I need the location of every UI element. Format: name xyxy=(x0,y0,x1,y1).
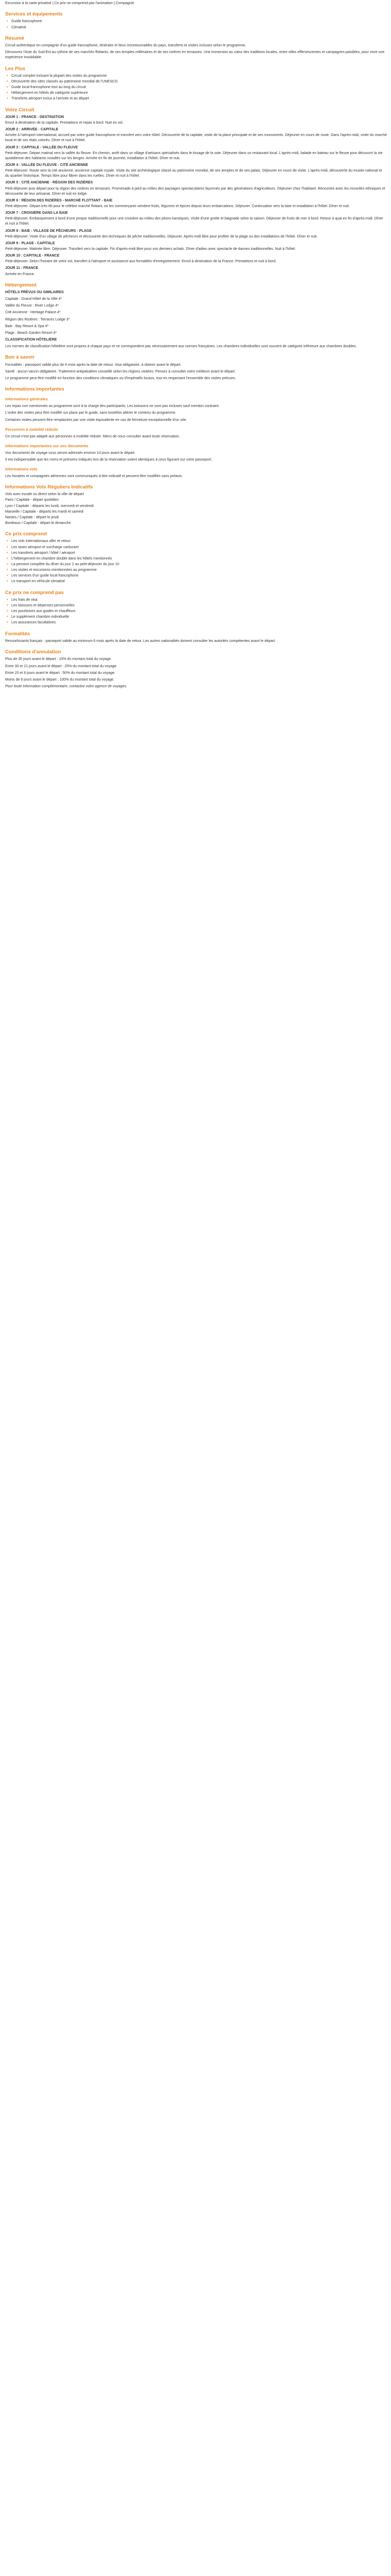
day-text: Petit-déjeuner puis départ pour la région des rizières en terrasses. Promenade à pied au milieu des paysages spectaculaires façonnés par des générations d'agriculteurs. Déjeuner chez l'habitant. Rencontre avec les minorités ethniques et découverte de leur artisanat. Dîner et nuit en lodge. xyxy=(5,187,385,196)
itinerary-title: Votre Circuit xyxy=(5,107,35,113)
hotel-list xyxy=(5,297,387,336)
conditions-paragraph: Plus de 30 jours avant le départ : 10% du montant total du voyage. xyxy=(5,657,112,662)
itinerary-day xyxy=(5,266,387,277)
list-item: • Climatisé xyxy=(5,25,387,30)
contact-line: Bordeaux / Capitale - départ le dimanche xyxy=(5,521,71,525)
day-text: Arrivée en France. xyxy=(5,272,35,276)
prixnecomprend-list xyxy=(5,598,387,626)
list-item: • Les assurances facultatives xyxy=(5,620,387,625)
contact-line: Lyon / Capitale - départs les lundi, mercredi et vendredi xyxy=(5,504,94,508)
itinerary-days xyxy=(5,115,387,277)
handicap-title: Personnes à mobilité réduite xyxy=(5,427,58,432)
day-text: Envol à destination de la capitale. Prestations et repas à bord. Nuit en vol. xyxy=(5,121,124,125)
bonasavoir-paragraph: Le programme peut être modifié en fonction des conditions climatiques ou d'impératifs locaux, tout en respectant l'ensemble des visites prévues. xyxy=(5,376,236,380)
contact-line: Vols avec escale ou direct selon la ville de départ xyxy=(5,493,84,497)
day-text: Petit-déjeuner. Visite d'un village de pêcheurs et découverte des techniques de pêche traditionnelles. Déjeuner. Après-midi libre pour profiter de la plage ou des installations de l'hôtel. Dîner et nuit. xyxy=(5,234,318,239)
day-text: Petit-déjeuner. Départ très tôt pour le célèbre marché flottant, où les commerçants vendent fruits, légumes et épices depuis leurs embarcations. Déjeuner. Continuation vers la baie et installation à l'hôtel. Dîner et nuit. xyxy=(5,205,350,209)
formalites-title: Formalités xyxy=(5,631,30,637)
formalites-text: Ressortissants français : passeport valide au minimum 6 mois après la date de retour. Les autres nationalités doivent consulter les autorités compétentes avant le départ. xyxy=(5,639,276,643)
hotel-item: Vallée du Fleuve : River Lodge 4* xyxy=(5,304,59,308)
hotel-item: Baie : Bay Resort & Spa 4* xyxy=(5,324,49,328)
day-text: Petit-déjeuner. Départ matinal vers la vallée du fleuve. En chemin, arrêt dans un village d'artisans spécialisés dans le tissage de la soie. Déjeuner dans un restaurant local. L'après-midi, balade en bateau sur le fleuve pour découvrir la vie quotidienne des habitants installés sur les berges. Arrivée en fin de journée, installation à l'hôtel. Dîner et nuit. xyxy=(5,151,383,160)
day-text: Petit-déjeuner. Route vers la cité ancienne, ancienne capitale royale. Visite du site archéologique classé au patrimoine mondial, de ses temples et de ses palais. Déjeuner en cours de visite. L'après-midi, découverte du musée national et du quartier historique. Temps libre pour flâner dans les ruelles. Dîner et nuit à l'hôtel. xyxy=(5,169,382,178)
itinerary-day xyxy=(5,163,387,179)
bonasavoir-paragraph: Formalités : passeport valide plus de 6 mois après la date de retour. Visa obligatoire, à obtenir avant le départ. xyxy=(5,363,182,367)
hebergement-title: Hébergement xyxy=(5,282,37,288)
list-item: • Les visites et excursions mentionnées au programme xyxy=(5,568,387,573)
itinerary-day xyxy=(5,241,387,252)
bonasavoir-paragraph: Santé : aucun vaccin obligatoire. Traitement antipaludéen conseillé selon les régions visitées. Pensez à consulter votre médecin avant le départ. xyxy=(5,369,236,374)
intro-line: Excursion à la carte privatisé | Ce prix ne comprend pas l'animation | Compagnie xyxy=(5,2,135,5)
list-item: • Les pourboires aux guides et chauffeurs xyxy=(5,609,387,614)
day-title: JOUR 2 : ARRIVÉE - CAPITALE xyxy=(5,128,59,132)
conditions-paragraph: Entre 20 et 8 jours avant le départ : 50% du montant total du voyage. xyxy=(5,671,116,675)
list-item: • L'hébergement en chambre double dans les hôtels mentionnés xyxy=(5,556,387,562)
prixcomprend-list xyxy=(5,539,387,584)
list-item: • Découverte des sites classés au patrimoine mondial de l'UNESCO xyxy=(5,79,387,84)
list-item: • Le transport en véhicule climatisé xyxy=(5,579,387,584)
bonasavoir-title: Bon à savoir xyxy=(5,354,35,361)
list-item: • Les transferts aéroport / hôtel / aéroport xyxy=(5,551,387,556)
day-text: Petit-déjeuner. Embarquement à bord d'une jonque traditionnelle pour une croisière au milieu des pitons karstiques. Visite d'une grotte et baignade selon la saison. Déjeuner de fruits de mer à bord. Retour à quai en fin d'après-midi. Dîner et nuit à l'hôtel. xyxy=(5,217,383,226)
hotel-item: Capitale : Grand Hôtel de la Ville 4* xyxy=(5,297,62,301)
itinerary-day xyxy=(5,229,387,240)
hebergement-subtitle: HÔTELS PRÉVUS OU SIMILAIRES xyxy=(5,291,64,295)
day-title: JOUR 3 : CAPITALE - VALLÉE DU FLEUVE xyxy=(5,145,78,149)
conditions-paragraph: Entre 30 et 21 jours avant le départ : 25% du montant total du voyage. xyxy=(5,664,118,668)
conditions-paragraph: Moins de 8 jours avant le départ : 100% du montant total du voyage. xyxy=(5,677,115,682)
docs-paragraph: Vos documents de voyage vous seront adressés environ 10 jours avant le départ. xyxy=(5,451,136,455)
contacts-list xyxy=(5,492,387,526)
resume-title: Résumé xyxy=(5,35,24,41)
contact-line: Paris / Capitale - départ quotidien xyxy=(5,498,59,502)
itinerary-day xyxy=(5,127,387,143)
prixnecomprend-title: Ce prix ne comprend pas xyxy=(5,589,64,596)
resume-paragraph: Découvrez l'Asie du Sud-Est au rythme de ses marchés flottants, de ses temples millénaires et de ses rizières en terrasses. Une immersion au cœur des traditions locales, entre villes effervescentes et campagnes paisibles, pour vivre une expérience inoubliable. xyxy=(5,50,385,60)
vols-text: Les horaires et compagnies aériennes sont communiqués à titre indicatif et peuvent être modifiés sans préavis. xyxy=(5,474,183,478)
general-paragraph: Les repas non mentionnés au programme sont à la charge des participants. Les boissons ne sont pas incluses sauf mention contraire. xyxy=(5,404,220,409)
services-title: Services et équipements xyxy=(5,11,63,18)
itinerary-day xyxy=(5,211,387,227)
list-item: • Circuit complet incluant la plupart des visites du programme xyxy=(5,74,387,79)
list-item: • Les services d'un guide local francophone xyxy=(5,573,387,579)
list-item: • Hébergement en hôtels de catégorie supérieure xyxy=(5,91,387,96)
docs-paragraph: Il est indispensable que les noms et prénoms indiqués lors de la réservation soient identiques à ceux figurant sur votre passeport. xyxy=(5,457,213,462)
day-title: JOUR 11 : FRANCE xyxy=(5,266,39,270)
day-title: JOUR 10 : CAPITALE - FRANCE xyxy=(5,254,60,258)
prixcomprend-title: Ce prix comprend xyxy=(5,531,47,537)
list-item: • Transferts aéroport inclus à l'arrivée et au départ xyxy=(5,96,387,101)
contact-line: Nantes / Capitale - départ le jeudi xyxy=(5,515,59,519)
list-item: • Les frais de visa xyxy=(5,598,387,603)
itinerary-day xyxy=(5,145,387,161)
day-title: JOUR 8 : BAIE - VILLAGE DE PÊCHEURS - PLAGE xyxy=(5,229,92,233)
day-title: JOUR 7 : CROISIÈRE DANS LA BAIE xyxy=(5,211,68,215)
list-item: • Les taxes aéroport et surcharge carburant xyxy=(5,545,387,550)
hotel-item: Région des Rizières : Terraces Lodge 3* xyxy=(5,317,70,321)
list-item: • Les vols internationaux aller et retour xyxy=(5,539,387,544)
enplus-title: Les Plus xyxy=(5,65,26,72)
contact-line: Marseille / Capitale - départs les mardi et samedi xyxy=(5,510,84,514)
day-title: JOUR 5 : CITÉ ANCIENNE - RÉGION DES RIZIÈRES xyxy=(5,181,93,185)
page xyxy=(0,0,391,698)
hotel-item: Cité Ancienne : Heritage Palace 4* xyxy=(5,311,61,315)
services-list xyxy=(5,19,387,30)
hotel-item: Plage : Beach Garden Resort 4* xyxy=(5,331,57,335)
itinerary-day xyxy=(5,115,387,126)
day-text: Petit-déjeuner. Matinée libre. Déjeuner. Transfert vers la capitale. Fin d'après-midi libre pour vos derniers achats. Dîner d'adieu avec spectacle de danses traditionnelles. Nuit à l'hôtel. xyxy=(5,247,296,251)
classification-title: CLASSIFICATION HÔTELIÈRE xyxy=(5,338,57,342)
general-paragraph: L'ordre des visites peut être modifié sur place par le guide, sans toutefois altérer le contenu du programme. xyxy=(5,411,176,415)
list-item: • La pension complète du dîner du jour 2 au petit-déjeuner du jour 10 xyxy=(5,562,387,567)
general-paragraph: Certaines visites peuvent être remplacées par une visite équivalente en cas de fermeture exceptionnelle d'un site. xyxy=(5,418,187,422)
day-text: Arrivée à l'aéroport international, accueil par votre guide francophone et transfert vers votre hôtel. Découverte de la capitale, visite de la place principale et de ses monuments. Déjeuner en cours de route. Dans l'après-midi, visite du marché local et de ses étals colorés. Dîner et nuit à l'hôtel. xyxy=(5,133,387,143)
intro xyxy=(5,0,387,6)
general-title: Informations générales xyxy=(5,397,48,402)
itinerary-day xyxy=(5,180,387,196)
day-text: Petit-déjeuner. Selon l'horaire de votre vol, transfert à l'aéroport et assistance aux formalités d'enregistrement. Envol à destination de la France. Prestations et nuit à bord. xyxy=(5,260,276,264)
day-title: JOUR 9 : PLAGE - CAPITALE xyxy=(5,241,55,245)
list-item: • Guide francophone xyxy=(5,19,387,24)
day-title: JOUR 1 : FRANCE - DESTINATION xyxy=(5,115,64,119)
list-item: • Les boissons et dépenses personnelles xyxy=(5,603,387,608)
enplus-list xyxy=(5,74,387,102)
informations-title: Informations importantes xyxy=(5,386,64,393)
day-title: JOUR 6 : RÉGION DES RIZIÈRES - MARCHÉ FLOTTANT - BAIE xyxy=(5,198,112,202)
list-item: • Guide local francophone tout au long du circuit xyxy=(5,85,387,90)
day-title: JOUR 4 : VALLÉE DU FLEUVE - CITÉ ANCIENNE xyxy=(5,163,88,167)
itinerary-day xyxy=(5,253,387,264)
docs-title: Informations importantes sur vos documents xyxy=(5,443,89,448)
itinerary-day xyxy=(5,198,387,209)
classification-text: Les normes de classification hôtelière sont propres à chaque pays et ne correspondent pas nécessairement aux normes françaises. Les chambres individuelles sont souvent de catégorie inférieure aux chambres doubles. xyxy=(5,345,357,349)
handicap-text: Ce circuit n'est pas adapté aux personnes à mobilité réduite. Merci de nous consulter avant toute réservation. xyxy=(5,434,180,438)
conditions-title: Conditions d'annulation xyxy=(5,649,61,655)
contacts-title: Informations Vols Réguliers Indicatifs xyxy=(5,484,93,490)
vols-title: Informations vols xyxy=(5,466,38,471)
resume-paragraph: Circuit authentique en compagnie d'un guide francophone, itinéraire et lieux incontournables du pays, transferts et visites incluses selon le programme. xyxy=(5,44,247,48)
list-item: • Le supplément chambre individuelle xyxy=(5,615,387,620)
footer-text: Pour toute information complémentaire, contactez votre agence de voyages. xyxy=(5,685,127,689)
